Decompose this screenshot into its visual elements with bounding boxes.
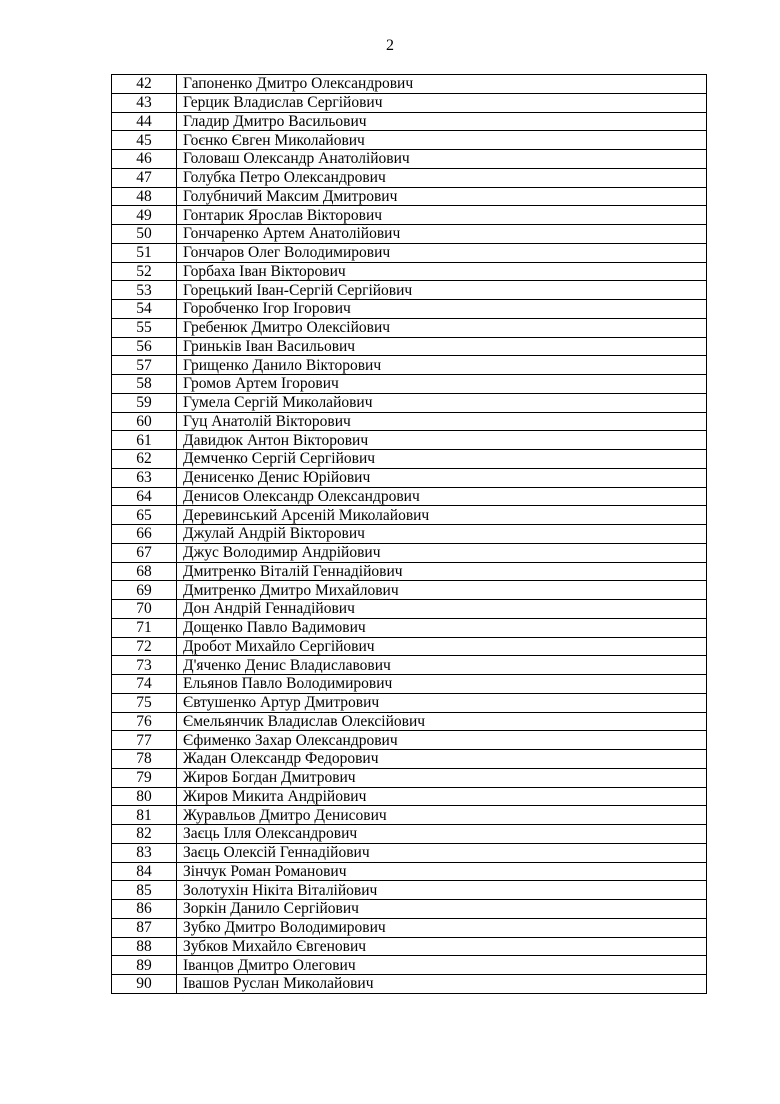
table-row — [112, 150, 707, 169]
row-number: 54 — [112, 300, 177, 319]
person-name: Давидюк Антон Вікторович — [177, 431, 707, 450]
person-name: Герцик Владислав Сергійович — [177, 93, 707, 112]
person-name: Д'яченко Денис Владиславович — [177, 656, 707, 675]
row-number: 66 — [112, 525, 177, 544]
person-name: Голубка Петро Олександрович — [177, 168, 707, 187]
table-row — [112, 525, 707, 544]
person-name: Заєць Ілля Олександрович — [177, 825, 707, 844]
table-row — [112, 187, 707, 206]
person-name: Жадан Олександр Федорович — [177, 750, 707, 769]
table-row — [112, 900, 707, 919]
row-number: 42 — [112, 75, 177, 94]
person-name: Гриньків Іван Васильович — [177, 337, 707, 356]
person-name: Іванцов Дмитро Олегович — [177, 956, 707, 975]
table-row — [112, 675, 707, 694]
table-row — [112, 843, 707, 862]
table-row — [112, 693, 707, 712]
table-row — [112, 93, 707, 112]
person-name: Гоєнко Євген Миколайович — [177, 131, 707, 150]
person-name: Івашов Руслан Миколайович — [177, 975, 707, 994]
table-row — [112, 975, 707, 994]
row-number: 73 — [112, 656, 177, 675]
person-name: Гладир Дмитро Васильович — [177, 112, 707, 131]
table-row — [112, 337, 707, 356]
row-number: 88 — [112, 937, 177, 956]
table-row — [112, 918, 707, 937]
person-name: Гребенюк Дмитро Олексійович — [177, 318, 707, 337]
row-number: 48 — [112, 187, 177, 206]
person-name: Дощенко Павло Вадимович — [177, 618, 707, 637]
person-name: Денисенко Денис Юрійович — [177, 468, 707, 487]
table-row — [112, 806, 707, 825]
table-row — [112, 712, 707, 731]
person-name: Зоркін Данило Сергійович — [177, 900, 707, 919]
row-number: 76 — [112, 712, 177, 731]
table-row — [112, 225, 707, 244]
table-row — [112, 862, 707, 881]
table-row — [112, 956, 707, 975]
row-number: 74 — [112, 675, 177, 694]
table-row — [112, 637, 707, 656]
row-number: 86 — [112, 900, 177, 919]
table-row — [112, 281, 707, 300]
person-name: Гапоненко Дмитро Олександрович — [177, 75, 707, 94]
table-row — [112, 768, 707, 787]
person-name: Ємельянчик Владислав Олексійович — [177, 712, 707, 731]
row-number: 85 — [112, 881, 177, 900]
table-row — [112, 262, 707, 281]
table-row — [112, 581, 707, 600]
row-number: 53 — [112, 281, 177, 300]
roster-table — [111, 74, 707, 994]
person-name: Ельянов Павло Володимирович — [177, 675, 707, 694]
row-number: 90 — [112, 975, 177, 994]
person-name: Єфименко Захар Олександрович — [177, 731, 707, 750]
table-row — [112, 206, 707, 225]
table-row — [112, 881, 707, 900]
row-number: 57 — [112, 356, 177, 375]
person-name: Голубничий Максим Дмитрович — [177, 187, 707, 206]
person-name: Денисов Олександр Олександрович — [177, 487, 707, 506]
table-row — [112, 375, 707, 394]
person-name: Зубко Дмитро Володимирович — [177, 918, 707, 937]
person-name: Горбаха Іван Вікторович — [177, 262, 707, 281]
person-name: Горецький Іван-Сергій Сергійович — [177, 281, 707, 300]
row-number: 62 — [112, 450, 177, 469]
table-row — [112, 356, 707, 375]
table-row — [112, 431, 707, 450]
row-number: 82 — [112, 825, 177, 844]
table-row — [112, 562, 707, 581]
row-number: 56 — [112, 337, 177, 356]
roster-table-body — [112, 75, 707, 994]
row-number: 63 — [112, 468, 177, 487]
row-number: 44 — [112, 112, 177, 131]
person-name: Головаш Олександр Анатолійович — [177, 150, 707, 169]
person-name: Горобченко Ігор Ігорович — [177, 300, 707, 319]
person-name: Гончаров Олег Володимирович — [177, 243, 707, 262]
person-name: Деревинський Арсеній Миколайович — [177, 506, 707, 525]
table-row — [112, 731, 707, 750]
person-name: Журавльов Дмитро Денисович — [177, 806, 707, 825]
row-number: 69 — [112, 581, 177, 600]
row-number: 58 — [112, 375, 177, 394]
row-number: 72 — [112, 637, 177, 656]
row-number: 46 — [112, 150, 177, 169]
person-name: Гончаренко Артем Анатолійович — [177, 225, 707, 244]
row-number: 71 — [112, 618, 177, 637]
person-name: Дмитренко Віталій Геннадійович — [177, 562, 707, 581]
table-row — [112, 131, 707, 150]
table-row — [112, 487, 707, 506]
person-name: Золотухін Нікіта Віталійович — [177, 881, 707, 900]
table-row — [112, 618, 707, 637]
row-number: 89 — [112, 956, 177, 975]
table-row — [112, 393, 707, 412]
person-name: Громов Артем Ігорович — [177, 375, 707, 394]
page-number: 2 — [386, 37, 394, 54]
table-row — [112, 318, 707, 337]
person-name: Євтушенко Артур Дмитрович — [177, 693, 707, 712]
row-number: 87 — [112, 918, 177, 937]
row-number: 59 — [112, 393, 177, 412]
row-number: 80 — [112, 787, 177, 806]
row-number: 68 — [112, 562, 177, 581]
table-row — [112, 543, 707, 562]
row-number: 52 — [112, 262, 177, 281]
row-number: 78 — [112, 750, 177, 769]
row-number: 60 — [112, 412, 177, 431]
row-number: 79 — [112, 768, 177, 787]
table-row — [112, 112, 707, 131]
person-name: Джус Володимир Андрійович — [177, 543, 707, 562]
row-number: 77 — [112, 731, 177, 750]
person-name: Зінчук Роман Романович — [177, 862, 707, 881]
person-name: Гонтарик Ярослав Вікторович — [177, 206, 707, 225]
table-row — [112, 825, 707, 844]
row-number: 45 — [112, 131, 177, 150]
row-number: 70 — [112, 600, 177, 619]
row-number: 55 — [112, 318, 177, 337]
row-number: 61 — [112, 431, 177, 450]
person-name: Грищенко Данило Вікторович — [177, 356, 707, 375]
person-name: Заєць Олексій Геннадійович — [177, 843, 707, 862]
table-row — [112, 412, 707, 431]
person-name: Джулай Андрій Вікторович — [177, 525, 707, 544]
person-name: Демченко Сергій Сергійович — [177, 450, 707, 469]
table-row — [112, 168, 707, 187]
table-row — [112, 506, 707, 525]
table-row — [112, 600, 707, 619]
table-row — [112, 300, 707, 319]
row-number: 49 — [112, 206, 177, 225]
person-name: Гуц Анатолій Вікторович — [177, 412, 707, 431]
person-name: Дмитренко Дмитро Михайлович — [177, 581, 707, 600]
table-row — [112, 937, 707, 956]
row-number: 84 — [112, 862, 177, 881]
table-row — [112, 750, 707, 769]
person-name: Жиров Микита Андрійович — [177, 787, 707, 806]
table-row — [112, 787, 707, 806]
table-row — [112, 75, 707, 94]
row-number: 67 — [112, 543, 177, 562]
person-name: Жиров Богдан Дмитрович — [177, 768, 707, 787]
row-number: 51 — [112, 243, 177, 262]
row-number: 43 — [112, 93, 177, 112]
row-number: 81 — [112, 806, 177, 825]
person-name: Зубков Михайло Євгенович — [177, 937, 707, 956]
table-row — [112, 243, 707, 262]
row-number: 64 — [112, 487, 177, 506]
table-row — [112, 450, 707, 469]
row-number: 65 — [112, 506, 177, 525]
row-number: 83 — [112, 843, 177, 862]
table-row — [112, 656, 707, 675]
person-name: Дон Андрій Геннадійович — [177, 600, 707, 619]
row-number: 50 — [112, 225, 177, 244]
person-name: Дробот Михайло Сергійович — [177, 637, 707, 656]
person-name: Гумела Сергій Миколайович — [177, 393, 707, 412]
row-number: 47 — [112, 168, 177, 187]
row-number: 75 — [112, 693, 177, 712]
table-row — [112, 468, 707, 487]
